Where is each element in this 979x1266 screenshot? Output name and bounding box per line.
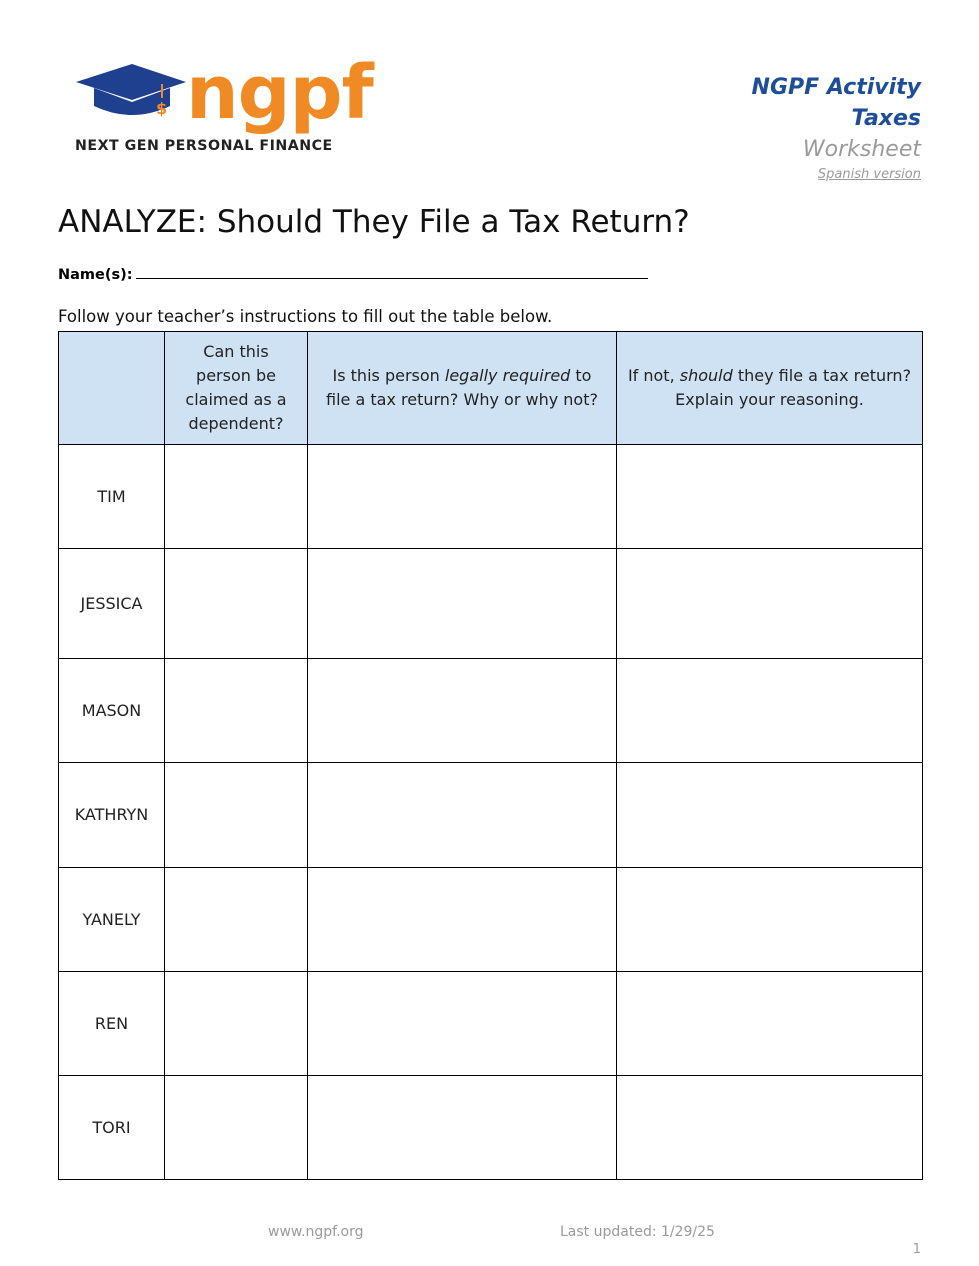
worksheet-label: Worksheet (802, 137, 921, 162)
table-row (59, 445, 923, 549)
row-name: JESSICA (59, 549, 165, 659)
should-file-cell[interactable] (617, 445, 923, 549)
logo-tagline: NEXT GEN PERSONAL FINANCE (75, 138, 333, 154)
topic-label: Taxes (851, 106, 921, 131)
table-row (59, 763, 923, 868)
header-blank-cell (59, 332, 165, 445)
legally-required-cell[interactable] (308, 763, 617, 868)
footer-url[interactable]: www.ngpf.org (268, 1224, 364, 1240)
activity-label: NGPF Activity (751, 75, 921, 100)
table-row (59, 972, 923, 1076)
worksheet-table (58, 331, 923, 1180)
page-number: 1 (912, 1242, 921, 1257)
table-row (59, 1076, 923, 1180)
row-name: YANELY (59, 868, 165, 972)
dependent-cell[interactable] (165, 549, 308, 659)
row-name: TIM (59, 445, 165, 549)
legally-required-cell[interactable] (308, 972, 617, 1076)
dependent-cell[interactable] (165, 445, 308, 549)
logo-wordmark: ngpf (186, 50, 373, 136)
should-file-cell[interactable] (617, 972, 923, 1076)
footer-last-updated: Last updated: 1/29/25 (560, 1224, 715, 1240)
legally-required-cell[interactable] (308, 1076, 617, 1180)
should-file-cell[interactable] (617, 1076, 923, 1180)
row-name: KATHRYN (59, 763, 165, 868)
table-row (59, 868, 923, 972)
dependent-cell[interactable] (165, 972, 308, 1076)
names-row (58, 263, 648, 283)
svg-text:$: $ (156, 99, 168, 118)
should-file-cell[interactable] (617, 763, 923, 868)
dependent-cell[interactable] (165, 763, 308, 868)
header-dependent: Can this person be claimed as a dependent? (165, 332, 308, 445)
names-label: Name(s): (58, 267, 133, 283)
graduation-cap-icon (74, 56, 186, 126)
legally-required-cell[interactable] (308, 445, 617, 549)
dependent-cell[interactable] (165, 868, 308, 972)
legally-required-cell[interactable] (308, 659, 617, 763)
spanish-version-link[interactable]: Spanish version (817, 167, 921, 182)
legally-required-cell[interactable] (308, 868, 617, 972)
header-legally-required: Is this person legally required to file a tax return? Why or why not? (308, 332, 617, 445)
row-name: MASON (59, 659, 165, 763)
table-row (59, 549, 923, 659)
row-name: REN (59, 972, 165, 1076)
should-file-cell[interactable] (617, 549, 923, 659)
row-name: TORI (59, 1076, 165, 1180)
header-should-file: If not, should they file a tax return? Explain your reasoning. (617, 332, 923, 445)
dependent-cell[interactable] (165, 1076, 308, 1180)
should-file-cell[interactable] (617, 868, 923, 972)
ngpf-logo (74, 50, 373, 156)
instructions-text: Follow your teacher’s instructions to fill out the table below. (58, 307, 553, 326)
page-title: ANALYZE: Should They File a Tax Return? (58, 204, 690, 240)
should-file-cell[interactable] (617, 659, 923, 763)
table-header-row (59, 332, 923, 445)
table-row (59, 659, 923, 763)
dependent-cell[interactable] (165, 659, 308, 763)
header-info (752, 72, 921, 185)
names-input-line[interactable] (136, 263, 648, 279)
legally-required-cell[interactable] (308, 549, 617, 659)
